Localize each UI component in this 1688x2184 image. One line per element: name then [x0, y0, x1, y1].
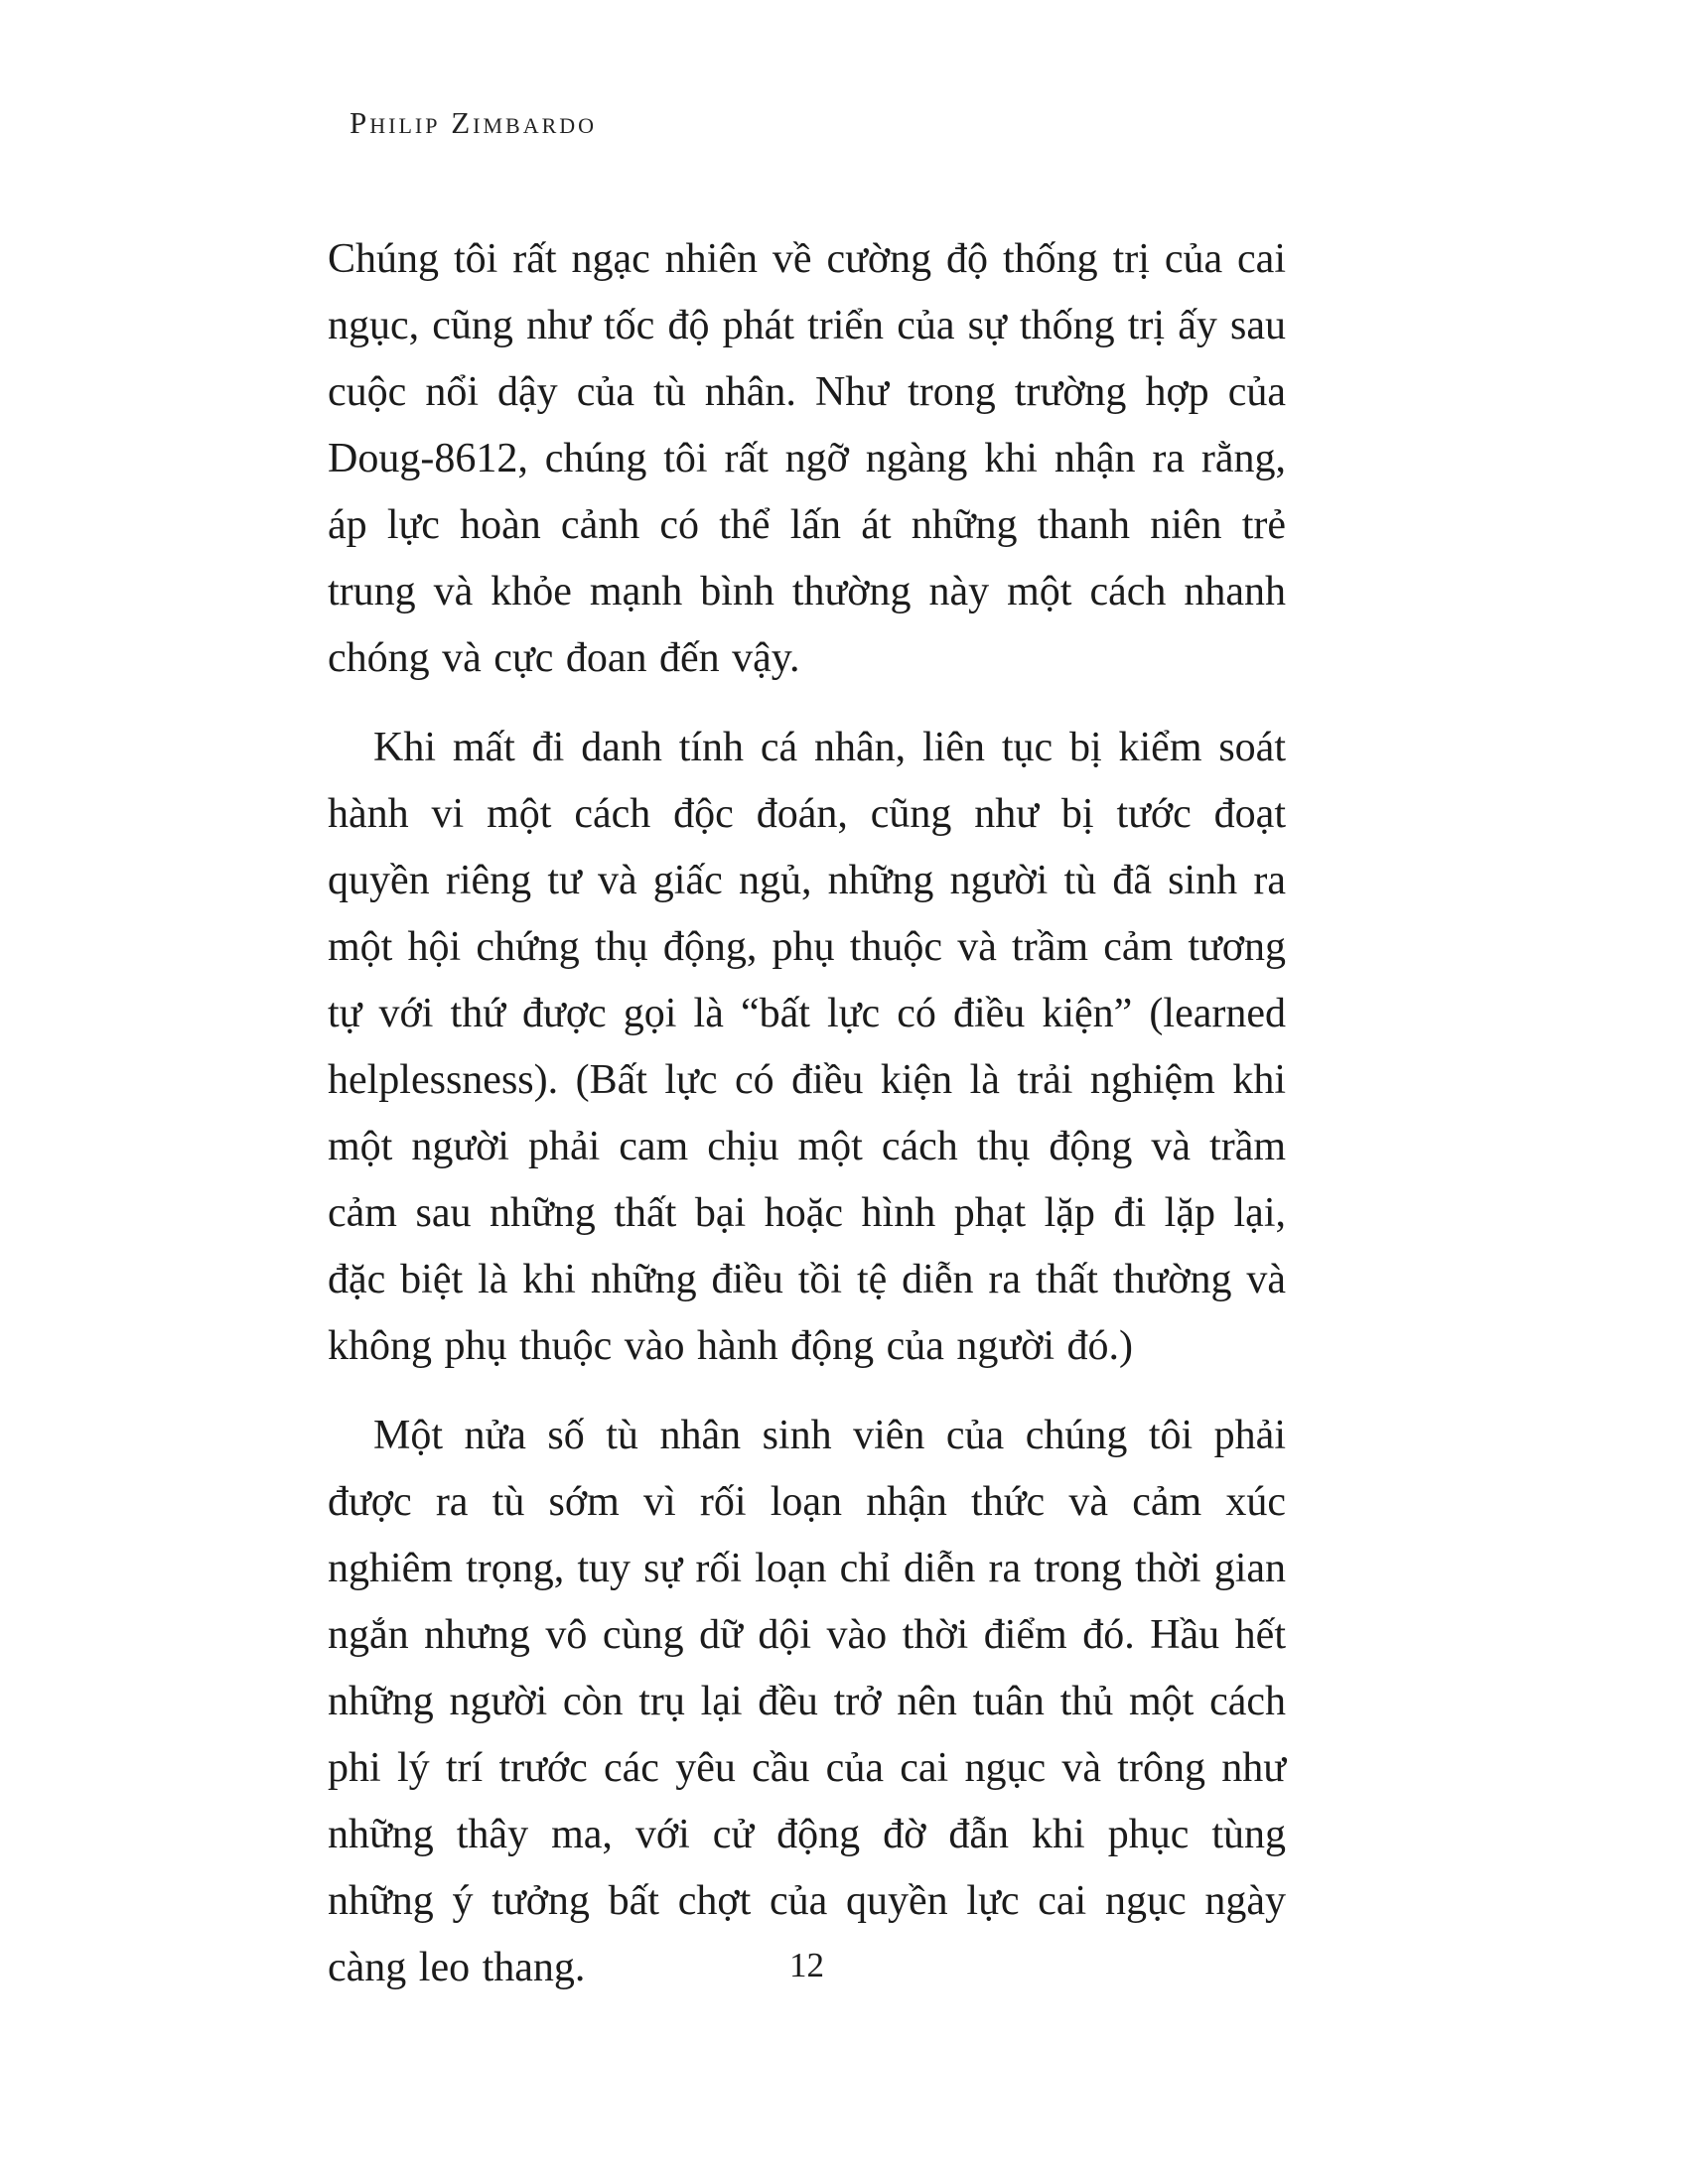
- running-header-author: Philip Zimbardo: [350, 105, 598, 140]
- paragraph-1: Chúng tôi rất ngạc nhiên về cường độ thống trị của cai ngục, cũng như tốc độ phát triển của sự thống trị ấy sau cuộc nổi dậy của tù nhân. Như trong trường hợp của Doug-8612, chúng tôi rất ngỡ ngàng khi nhận ra rằng, áp lực hoàn cảnh có thể lấn át những thanh niên trẻ trung và khỏe mạnh bình thường này một cách nhanh chóng và cực đoan đến vậy.: [328, 236, 1286, 681]
- body-text-block: [328, 226, 1286, 2001]
- paragraph-3: Một nửa số tù nhân sinh viên của chúng tôi phải được ra tù sớm vì rối loạn nhận thức và cảm xúc nghiêm trọng, tuy sự rối loạn chỉ diễn ra trong thời gian ngắn nhưng vô cùng dữ dội vào thời điểm đó. Hầu hết những người còn trụ lại đều trở nên tuân thủ một cách phi lý trí trước các yêu cầu của cai ngục và trông như những thây ma, với cử động đờ đẫn khi phục tùng những ý tưởng bất chợt của quyền lực cai ngục ngày càng leo thang.: [328, 1413, 1286, 1990]
- page-number: 12: [789, 1946, 824, 1984]
- paragraph-2: Khi mất đi danh tính cá nhân, liên tục bị kiểm soát hành vi một cách độc đoán, cũng như bị tước đoạt quyền riêng tư và giấc ngủ, những người tù đã sinh ra một hội chứng thụ động, phụ thuộc và trầm cảm tương tự với thứ được gọi là “bất lực có điều kiện” (learned helplessness). (Bất lực có điều kiện là trải nghiệm khi một người phải cam chịu một cách thụ động và trầm cảm sau những thất bại hoặc hình phạt lặp đi lặp lại, đặc biệt là khi những điều tồi tệ diễn ra thất thường và không phụ thuộc vào hành động của người đó.): [328, 725, 1286, 1369]
